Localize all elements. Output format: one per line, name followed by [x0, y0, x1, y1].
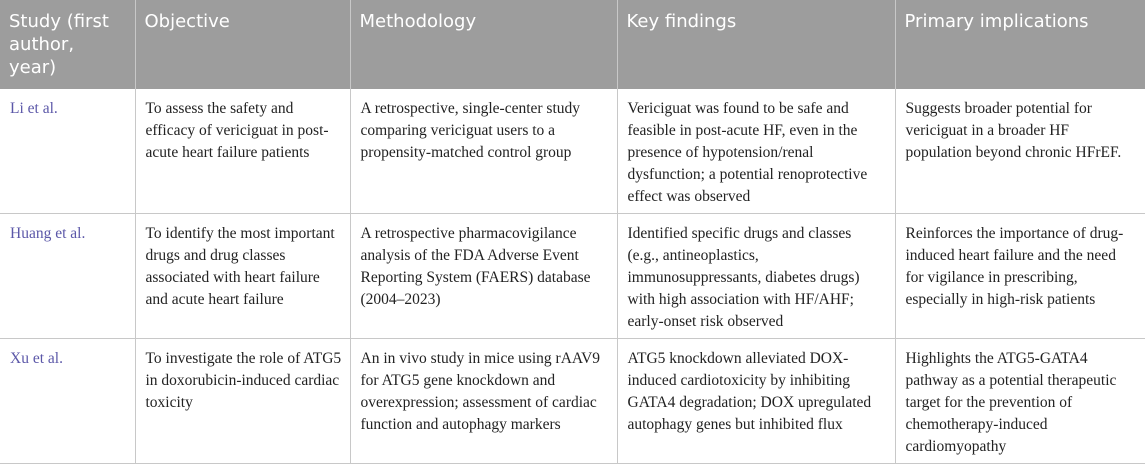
- table-row: [0, 339, 1145, 464]
- findings-cell: Vericiguat was found to be safe and feasible in post-acute HF, even in the presence of hypotension/renal dysfunction; a potential renoprotective effect was observed: [617, 89, 895, 214]
- table-row: [0, 214, 1145, 339]
- header-methodology: Methodology: [350, 0, 617, 89]
- header-study: Study (first author, year): [0, 0, 135, 89]
- table-row: [0, 89, 1145, 214]
- implications-cell: Suggests broader potential for vericiguat in a broader HF population beyond chronic HFrEF.: [895, 89, 1145, 214]
- implications-cell: Highlights the ATG5-GATA4 pathway as a potential therapeutic target for the prevention of chemotherapy-induced cardiomyopathy: [895, 339, 1145, 464]
- header-objective: Objective: [135, 0, 350, 89]
- header-row: [0, 0, 1145, 89]
- objective-cell: To identify the most important drugs and drug classes associated with heart failure and acute heart failure: [135, 214, 350, 339]
- methodology-cell: A retrospective pharmacovigilance analysis of the FDA Adverse Event Reporting System (FAERS) database (2004–2023): [350, 214, 617, 339]
- study-link[interactable]: Li et al.: [0, 89, 135, 214]
- implications-cell: Reinforces the importance of drug-induced heart failure and the need for vigilance in prescribing, especially in high-risk patients: [895, 214, 1145, 339]
- header-key-findings: Key findings: [617, 0, 895, 89]
- methodology-cell: An in vivo study in mice using rAAV9 for ATG5 gene knockdown and overexpression; assessment of cardiac function and autophagy markers: [350, 339, 617, 464]
- methodology-cell: A retrospective, single-center study comparing vericiguat users to a propensity-matched control group: [350, 89, 617, 214]
- study-link[interactable]: Xu et al.: [0, 339, 135, 464]
- objective-cell: To assess the safety and efficacy of vericiguat in post-acute heart failure patients: [135, 89, 350, 214]
- header-primary-implications: Primary implications: [895, 0, 1145, 89]
- study-link[interactable]: Huang et al.: [0, 214, 135, 339]
- objective-cell: To investigate the role of ATG5 in doxorubicin-induced cardiac toxicity: [135, 339, 350, 464]
- findings-cell: ATG5 knockdown alleviated DOX-induced cardiotoxicity by inhibiting GATA4 degradation; DOX upregulated autophagy genes but inhibited flux: [617, 339, 895, 464]
- findings-cell: Identified specific drugs and classes (e.g., antineoplastics, immunosuppressants, diabetes drugs) with high association with HF/AHF; early-onset risk observed: [617, 214, 895, 339]
